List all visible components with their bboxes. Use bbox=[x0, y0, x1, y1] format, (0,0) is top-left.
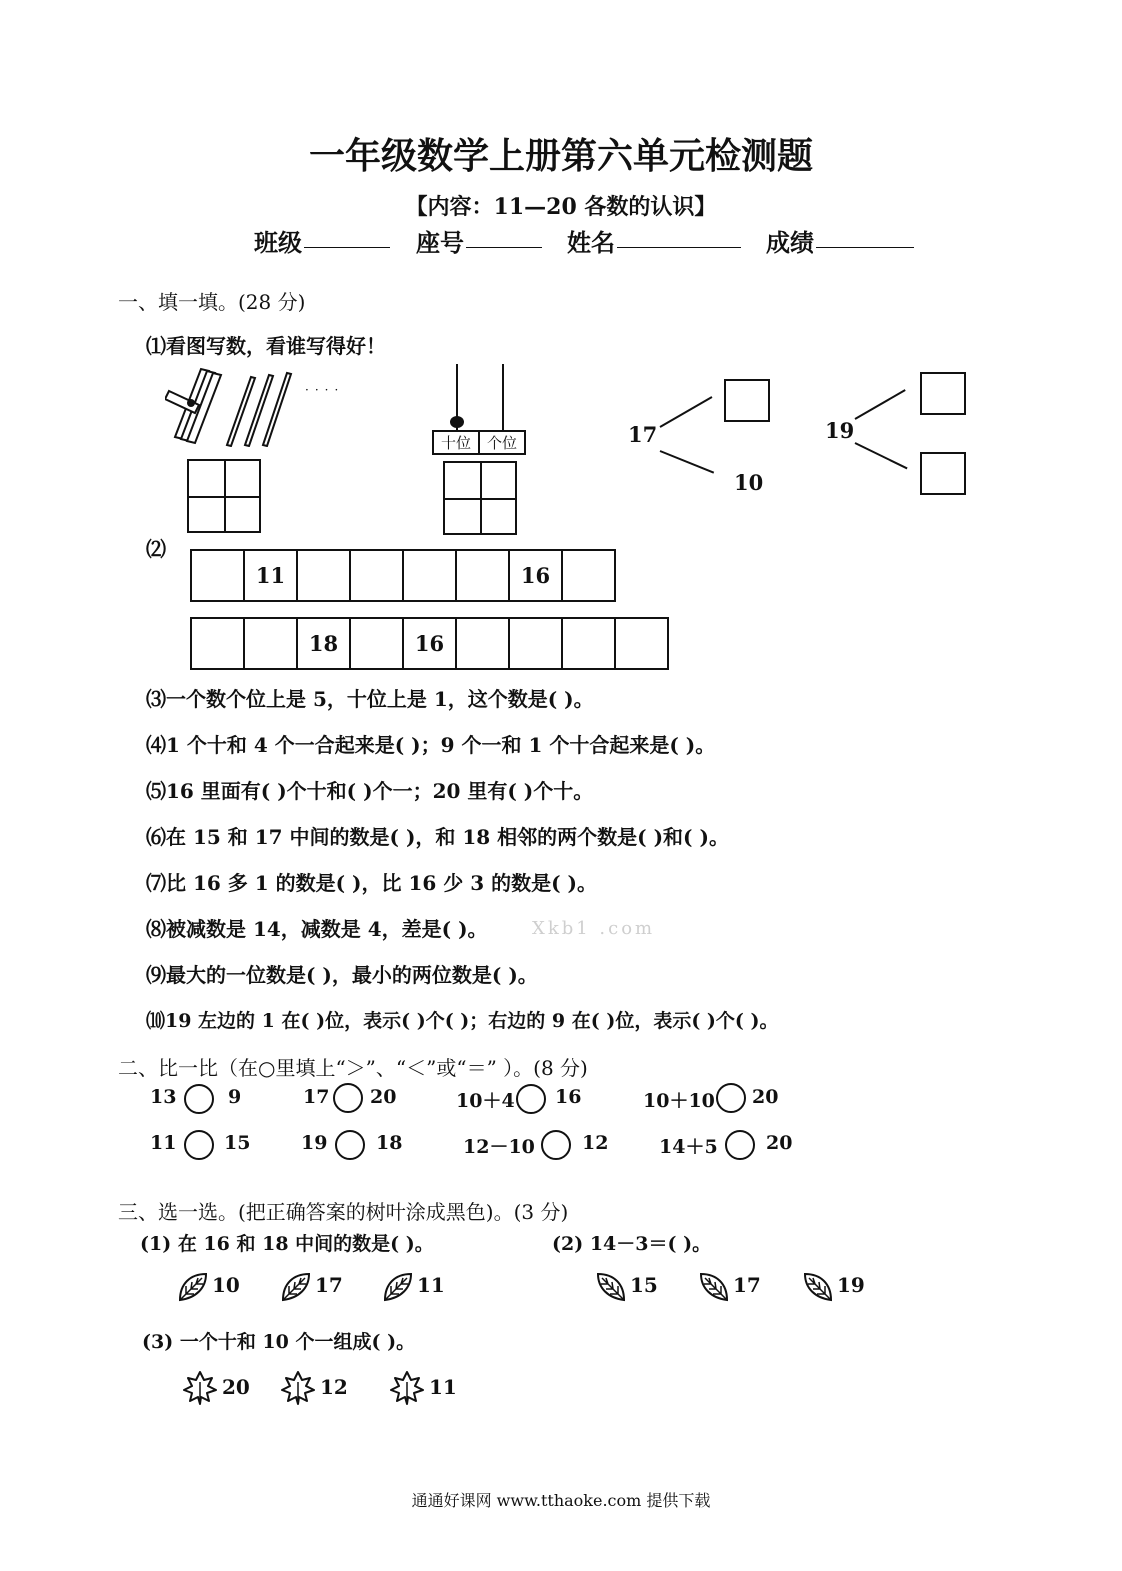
compare-circle[interactable] bbox=[333, 1083, 363, 1113]
compare-circle[interactable] bbox=[725, 1130, 755, 1160]
leaf-icon[interactable] bbox=[801, 1270, 835, 1304]
sequence-cell[interactable] bbox=[616, 617, 669, 670]
maple-leaf-icon[interactable] bbox=[278, 1368, 318, 1408]
ones-place-label: 个位 bbox=[486, 434, 517, 452]
leaf-option: 10 bbox=[212, 1273, 240, 1297]
sequence-cell[interactable] bbox=[351, 549, 404, 602]
answer-grid-abacus[interactable] bbox=[443, 461, 517, 535]
section3-heading: 三、选一选。(把正确答案的树叶涂成黑色)。(3 分) bbox=[118, 1200, 569, 1224]
compare-left: 19 bbox=[301, 1132, 328, 1154]
abacus-illustration bbox=[430, 362, 530, 432]
choose-question-1: (1) 在 16 和 18 中间的数是( )。 bbox=[140, 1233, 434, 1255]
compare-left: 10＋4 bbox=[456, 1090, 515, 1112]
sequence-cell[interactable]: 16 bbox=[404, 617, 457, 670]
compare-right: 9 bbox=[228, 1086, 242, 1108]
compare-left: 13 bbox=[150, 1086, 177, 1108]
compare-right: 20 bbox=[766, 1132, 793, 1154]
compare-right: 15 bbox=[224, 1132, 251, 1154]
split1-answer-box[interactable] bbox=[724, 379, 770, 422]
leaf-option: 12 bbox=[320, 1375, 348, 1399]
question-10: ⑽19 左边的 1 在( )位，表示( )个( )；右边的 9 在( )位，表示( )个( )。 bbox=[146, 1010, 779, 1032]
tens-place-label: 十位 bbox=[434, 432, 480, 453]
split1-total: 17 bbox=[628, 422, 658, 447]
answer-grid-sticks[interactable] bbox=[187, 459, 261, 533]
section1-heading: 一、填一填。(28 分) bbox=[118, 290, 306, 314]
question-3: ⑶一个数个位上是 5，十位上是 1，这个数是( )。 bbox=[146, 687, 594, 711]
sequence-cell[interactable]: 18 bbox=[298, 617, 351, 670]
name-blank[interactable] bbox=[617, 247, 741, 248]
leaf-icon[interactable] bbox=[176, 1270, 210, 1304]
seat-blank[interactable] bbox=[466, 247, 542, 248]
split2-answer-box-bottom[interactable] bbox=[920, 452, 966, 495]
leaf-icon[interactable] bbox=[594, 1270, 628, 1304]
choose-question-3: (3) 一个十和 10 个一组成( )。 bbox=[142, 1331, 416, 1353]
compare-left: 11 bbox=[150, 1132, 177, 1154]
stick-bundle-illustration bbox=[165, 365, 295, 447]
sequence-cell[interactable] bbox=[351, 617, 404, 670]
split2-total: 19 bbox=[825, 418, 855, 443]
number-sequence-row-1 bbox=[190, 549, 616, 602]
dot-marks: ···· bbox=[305, 383, 345, 397]
sequence-cell[interactable] bbox=[510, 617, 563, 670]
maple-leaf-icon[interactable] bbox=[180, 1368, 220, 1408]
compare-circle[interactable] bbox=[541, 1130, 571, 1160]
compare-right: 20 bbox=[370, 1086, 397, 1108]
compare-right: 20 bbox=[752, 1086, 779, 1108]
compare-circle[interactable] bbox=[184, 1130, 214, 1160]
number-sequence-row-2 bbox=[190, 617, 669, 670]
leaf-icon[interactable] bbox=[279, 1270, 313, 1304]
choose-question-2: (2) 14－3＝( )。 bbox=[552, 1233, 712, 1255]
question-4: ⑷1 个十和 4 个一合起来是( )；9 个一和 1 个十合起来是( )。 bbox=[146, 733, 716, 757]
name-label: 姓名 bbox=[567, 228, 615, 257]
sequence-cell[interactable]: 11 bbox=[245, 549, 298, 602]
abacus-place-labels bbox=[432, 430, 526, 455]
split1-line-up bbox=[660, 396, 713, 428]
sequence-cell[interactable] bbox=[192, 617, 245, 670]
compare-circle[interactable] bbox=[716, 1083, 746, 1113]
compare-circle[interactable] bbox=[516, 1084, 546, 1114]
question-1: ⑴看图写数，看谁写得好！ bbox=[146, 334, 386, 358]
question-7: ⑺比 16 多 1 的数是( )，比 16 少 3 的数是( )。 bbox=[146, 871, 597, 895]
score-blank[interactable] bbox=[816, 247, 914, 248]
sequence-cell[interactable] bbox=[404, 549, 457, 602]
split2-line-down bbox=[855, 442, 908, 469]
compare-left: 10＋10 bbox=[643, 1090, 715, 1112]
sequence-cell[interactable] bbox=[563, 617, 616, 670]
leaf-option: 17 bbox=[315, 1273, 343, 1297]
leaf-option: 20 bbox=[222, 1375, 250, 1399]
seat-label: 座号 bbox=[416, 228, 464, 257]
maple-leaf-icon[interactable] bbox=[387, 1368, 427, 1408]
compare-right: 18 bbox=[376, 1132, 403, 1154]
leaf-option: 19 bbox=[837, 1273, 865, 1297]
split1-line-down bbox=[660, 450, 715, 474]
leaf-option: 15 bbox=[630, 1273, 658, 1297]
compare-left: 17 bbox=[303, 1086, 330, 1108]
sequence-cell[interactable] bbox=[457, 617, 510, 670]
sequence-cell[interactable] bbox=[298, 549, 351, 602]
score-label: 成绩 bbox=[766, 228, 814, 257]
split1-part: 10 bbox=[734, 470, 764, 495]
sequence-cell[interactable] bbox=[563, 549, 616, 602]
split2-line-up bbox=[855, 389, 906, 420]
compare-circle[interactable] bbox=[184, 1084, 214, 1114]
compare-left: 14＋5 bbox=[659, 1136, 718, 1158]
class-blank[interactable] bbox=[304, 247, 390, 248]
watermark-text: Xkb1 .com bbox=[532, 918, 656, 939]
section2-heading: 二、比一比（在○里填上“＞”、“＜”或“＝” ）。(8 分) bbox=[118, 1056, 588, 1080]
question-2-label: ⑵ bbox=[146, 537, 166, 561]
leaf-option: 17 bbox=[733, 1273, 761, 1297]
sequence-cell[interactable] bbox=[192, 549, 245, 602]
leaf-icon[interactable] bbox=[381, 1270, 415, 1304]
leaf-option: 11 bbox=[429, 1375, 457, 1399]
page-title: 一年级数学上册第六单元检测题 bbox=[308, 135, 813, 177]
split2-answer-box-top[interactable] bbox=[920, 372, 966, 415]
compare-right: 12 bbox=[582, 1132, 609, 1154]
leaf-icon[interactable] bbox=[697, 1270, 731, 1304]
question-9: ⑼最大的一位数是( )，最小的两位数是( )。 bbox=[146, 963, 538, 987]
sequence-cell[interactable]: 16 bbox=[510, 549, 563, 602]
sequence-cell[interactable] bbox=[245, 617, 298, 670]
question-8: ⑻被减数是 14，减数是 4，差是( )。 bbox=[146, 917, 488, 941]
question-5: ⑸16 里面有( )个十和( )个一；20 里有( )个十。 bbox=[146, 779, 594, 803]
sequence-cell[interactable] bbox=[457, 549, 510, 602]
compare-circle[interactable] bbox=[335, 1130, 365, 1160]
compare-right: 16 bbox=[555, 1086, 582, 1108]
footer-text: 通通好课网 www.tthaoke.com 提供下载 bbox=[411, 1491, 711, 1510]
class-label: 班级 bbox=[254, 228, 302, 257]
question-6: ⑹在 15 和 17 中间的数是( )，和 18 相邻的两个数是( )和( )。 bbox=[146, 825, 729, 849]
compare-left: 12－10 bbox=[463, 1136, 535, 1158]
page-subtitle: 【内容：11—20 各数的认识】 bbox=[405, 194, 717, 220]
leaf-option: 11 bbox=[417, 1273, 445, 1297]
